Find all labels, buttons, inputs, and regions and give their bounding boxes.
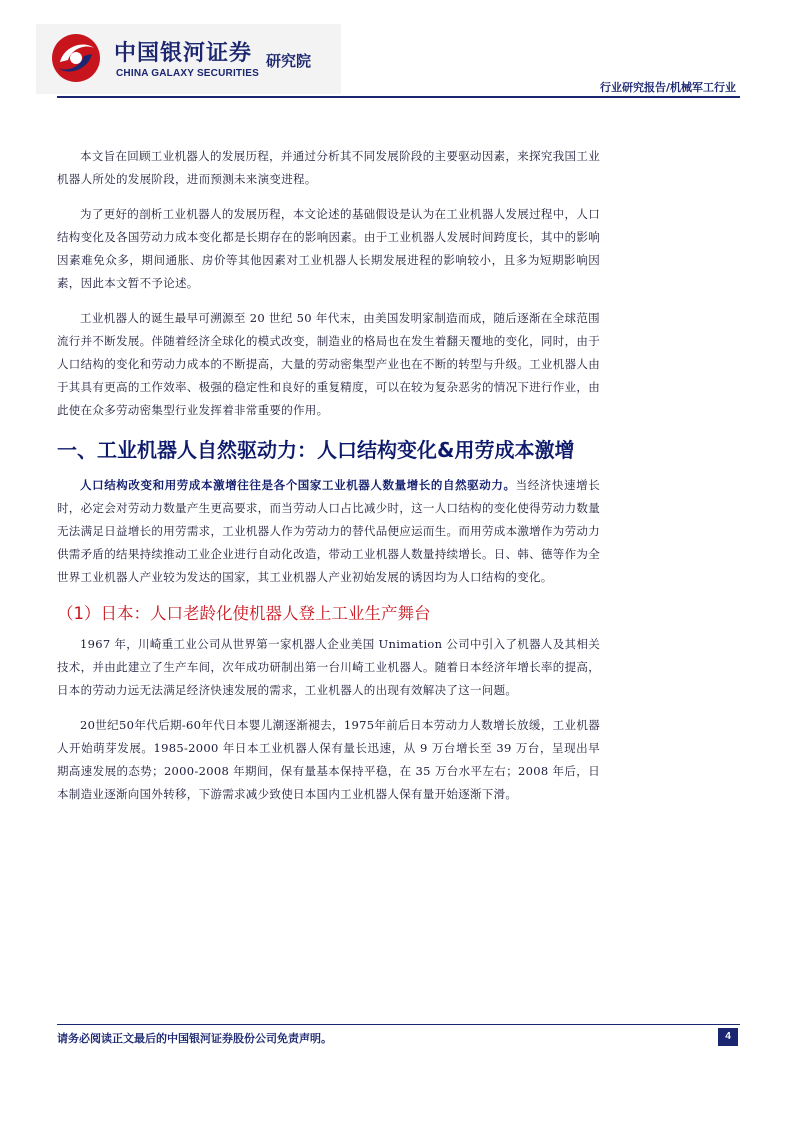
page-number: 4 [718,1028,738,1046]
driver-lead-text: 人口结构改变和用劳成本激增往往是各个国家工业机器人数量增长的自然驱动力。 [80,478,516,492]
driver-body-text: 当经济快速增长时，必定会对劳动力数量产生更高要求，而当劳动人口占比减少时，这一人口结构的变化使得劳动力数量无法满足日益增长的用劳需求，工业机器人作为劳动力的替代品便应运而生。而用劳成本激增作为劳动力供需矛盾的结果持续推动工业企业进行自动化改造，带动工业机器人数量持续增长。日、韩、德等作为全世界工业机器人产业较为发达的国家，其工业机器人产业初始发展的诱因均为人口结构的变化。 [57,478,600,584]
japan-trend-paragraph: 20世纪50年代后期-60年代日本婴儿潮逐渐褪去，1975年前后日本劳动力人数增长放缓，工业机器人开始萌芽发展。1985-2000 年日本工业机器人保有量长迅速，从 9 万台增长至 39 万台，呈现出早期高速发展的态势；2000-2008 年期间，保有量基本保持平稳，在 35 万台水平左右；2008 年后，日本制造业逐渐向国外转移，下游需求减少致使日本国内工业机器人保有量开始逐渐下滑。 [57,718,600,801]
disclaimer-text: 请务必阅读正文最后的中国银河证券股份公司免责声明。 [57,1032,332,1045]
galaxy-logo-icon [50,32,102,84]
institute-label: 研究院 [266,52,312,70]
subsection-japan-heading: （1）日本：人口老龄化使机器人登上工业生产舞台 [57,604,431,623]
page-header [0,0,793,100]
intro-paragraph: 本文旨在回顾工业机器人的发展历程，并通过分析其不同发展阶段的主要驱动因素，来探究我国工业机器人所处的发展阶段，进而预测未来演变进程。 [57,149,600,186]
main-content [57,145,600,818]
footer-divider [57,1024,740,1025]
brand-name-en: CHINA GALAXY SECURITIES [116,68,259,79]
logo-block [36,24,341,94]
report-type-label: 行业研究报告/机械军工行业 [599,81,736,94]
japan-1967-paragraph: 1967 年，川崎重工业公司从世界第一家机器人企业美国 Unimation 公司中引入了机器人及其相关技术，并由此建立了生产车间，次年成功研制出第一台川崎工业机器人。随着日本经济年增长率的提高，日本的劳动力远无法满足经济快速发展的需求，工业机器人的出现有效解决了这一问题。 [57,637,600,697]
assumption-paragraph: 为了更好的剖析工业机器人的发展历程，本文论述的基础假设是认为在工业机器人发展过程中，人口结构变化及各国劳动力成本变化都是长期存在的影响因素。由于工业机器人发展时间跨度长，其中的影响因素难免众多，期间通胀、房价等其他因素对工业机器人长期发展进程的影响较小，且多为短期影响因素，因此本文暂不予论述。 [57,207,600,290]
driver-paragraph [57,474,600,589]
history-paragraph: 工业机器人的诞生最早可溯源至 20 世纪 50 年代末，由美国发明家制造而成，随后逐渐在全球范围流行并不断发展。伴随着经济全球化的模式改变，制造业的格局也在发生着翻天覆地的变化，同时，由于人口结构的变化和劳动力成本的不断提高，大量的劳动密集型产业也在不断的转型与升级。工业机器人由于其具有更高的工作效率、极强的稳定性和良好的重复精度，可以在较为复杂恶劣的情况下进行作业，由此使在众多劳动密集型行业发挥着非常重要的作用。 [57,311,600,417]
section-1-heading: 一、工业机器人自然驱动力：人口结构变化&用劳成本激增 [57,438,575,462]
brand-name-cn: 中国银河证券 [114,41,253,66]
header-divider [57,96,740,98]
